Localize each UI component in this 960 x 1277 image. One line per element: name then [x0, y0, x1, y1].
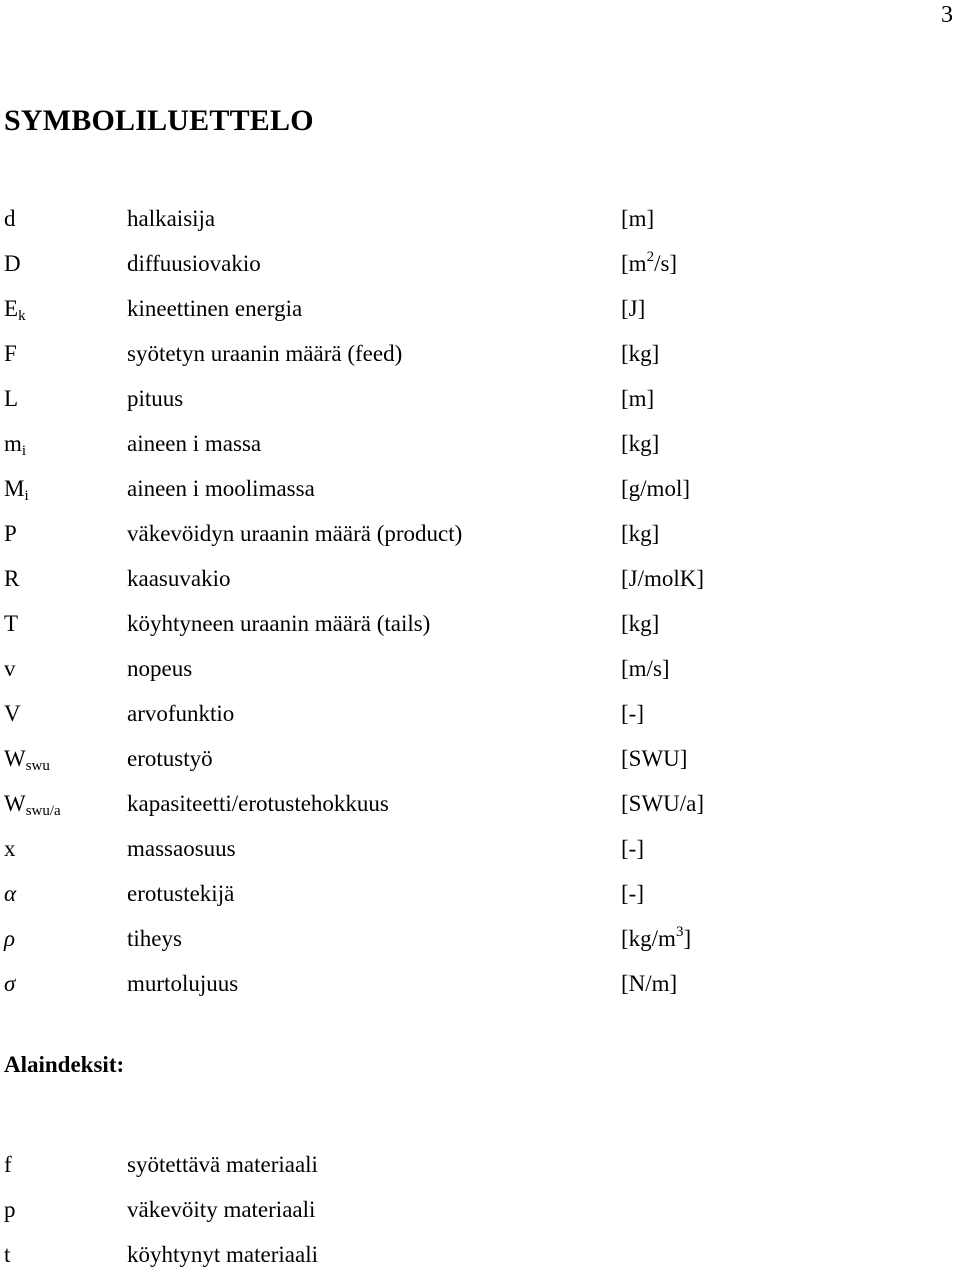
symbol-row: [4, 286, 904, 331]
symbol-unit: [621, 331, 659, 376]
symbol-unit: [621, 376, 654, 421]
symbol-unit: [621, 556, 704, 601]
symbol-description: köyhtyneen uraanin määrä (tails): [127, 611, 431, 636]
symbol-row: [4, 556, 904, 601]
symbol-subscript: i: [24, 488, 29, 504]
unit-text: [-]: [621, 836, 644, 861]
symbol-letter: α: [4, 881, 17, 906]
symbol-description: kineettinen energia: [127, 296, 303, 321]
unit-exponent: 2: [646, 249, 655, 265]
symbol-row: [4, 736, 904, 781]
symbol-description: väkevöidyn uraanin määrä (product): [127, 521, 463, 546]
symbol-row: [4, 421, 904, 466]
symbol-description: nopeus: [127, 656, 193, 681]
symbol-letter: v: [4, 656, 16, 681]
symbol-letter: ρ: [4, 926, 16, 951]
subscript-description: köyhtynyt materiaali: [127, 1242, 318, 1267]
symbol: [4, 601, 18, 646]
unit-text: [-]: [621, 881, 644, 906]
symbol-description: kapasiteetti/erotustehokkuus: [127, 791, 389, 816]
unit-text: [J]: [621, 296, 646, 321]
symbol: [4, 691, 21, 736]
symbol-unit: [621, 781, 704, 826]
symbol-description: halkaisija: [127, 206, 216, 231]
unit-text: [J/molK]: [621, 566, 705, 591]
symbol-row: [4, 781, 904, 826]
subscript-row: [4, 1187, 904, 1232]
symbol-letter: W: [4, 791, 26, 816]
symbol: [4, 241, 21, 286]
unit-text: [SWU]: [621, 746, 688, 771]
symbol-subscript: k: [18, 308, 26, 324]
subscript-symbol: t: [4, 1242, 11, 1267]
symbol: [4, 331, 17, 376]
page-title: SYMBOLILUETTELO: [4, 104, 314, 137]
symbol: [4, 826, 16, 871]
symbol-description: murtolujuus: [127, 971, 239, 996]
symbol-row: [4, 511, 904, 556]
symbol-unit: [621, 736, 687, 781]
symbol-row: [4, 691, 904, 736]
symbol-description: kaasuvakio: [127, 566, 231, 591]
subscript-description: syötettävä materiaali: [127, 1152, 318, 1177]
symbol: [4, 421, 26, 466]
symbol-unit: [621, 466, 690, 511]
symbol-letter: F: [4, 341, 17, 366]
symbol-list: [4, 196, 904, 1006]
symbol-letter: d: [4, 206, 16, 231]
symbol-description: erotustekijä: [127, 881, 235, 906]
symbol: [4, 376, 18, 421]
symbol-letter: E: [4, 296, 19, 321]
unit-text: [-]: [621, 701, 644, 726]
symbol-letter: D: [4, 251, 21, 276]
symbol: [4, 466, 29, 511]
symbol-row: [4, 331, 904, 376]
symbol-row: [4, 826, 904, 871]
symbol-row: [4, 916, 904, 961]
unit-text: [kg]: [621, 611, 660, 636]
symbol-row: [4, 646, 904, 691]
unit-text: [N/m]: [621, 971, 678, 996]
symbol-letter: R: [4, 566, 20, 591]
symbol-unit: [621, 286, 645, 331]
symbol-row: [4, 601, 904, 646]
unit-text: [m/s]: [621, 656, 670, 681]
unit-exponent: 3: [675, 924, 684, 940]
symbol-letter: L: [4, 386, 19, 411]
symbol-unit: [621, 826, 644, 871]
symbol: [4, 646, 16, 691]
symbol-subscript: i: [21, 443, 27, 459]
symbol-row: [4, 466, 904, 511]
symbol-description: arvofunktio: [127, 701, 235, 726]
symbol-description: pituus: [127, 386, 184, 411]
symbol-description: massaosuus: [127, 836, 236, 861]
symbol: [4, 916, 15, 961]
symbol-letter: m: [4, 431, 22, 456]
symbol-unit: [621, 511, 659, 556]
unit-text: [m]: [621, 206, 655, 231]
symbol-unit: [621, 421, 659, 466]
symbol: [4, 961, 15, 1006]
symbol-subscript: swu/a: [25, 803, 61, 819]
symbol-unit: [621, 916, 691, 961]
symbol-letter: W: [4, 746, 26, 771]
subscripts-heading: Alaindeksit:: [4, 1052, 125, 1077]
symbol: [4, 781, 61, 826]
symbol-description: diffuusiovakio: [127, 251, 261, 276]
symbol-description: aineen i massa: [127, 431, 262, 456]
symbol-description: erotustyö: [127, 746, 213, 771]
symbol-unit: [621, 871, 644, 916]
symbol-unit: [621, 646, 670, 691]
symbol-letter: x: [4, 836, 16, 861]
symbol-letter: M: [4, 476, 25, 501]
unit-text: [kg]: [621, 341, 660, 366]
symbol-row: [4, 376, 904, 421]
subscript-list: [4, 1142, 904, 1277]
unit-text: [kg]: [621, 521, 660, 546]
symbol-unit: [621, 961, 677, 1006]
symbol: [4, 556, 19, 601]
symbol: [4, 871, 16, 916]
subscript-description: väkevöity materiaali: [127, 1197, 316, 1222]
symbol-description: aineen i moolimassa: [127, 476, 315, 501]
symbol-subscript: swu: [25, 758, 50, 774]
symbol-unit: [621, 691, 644, 736]
subscript-row: [4, 1232, 904, 1277]
unit-text: [kg]: [621, 431, 660, 456]
page-number: 3: [941, 2, 953, 28]
symbol-row: [4, 961, 904, 1006]
subscript-row: [4, 1142, 904, 1187]
unit-text: [kg/m: [621, 926, 676, 951]
symbol-description: tiheys: [127, 926, 182, 951]
symbol-unit: [621, 241, 677, 286]
symbol-letter: T: [4, 611, 19, 636]
symbol: [4, 196, 16, 241]
unit-text: [g/mol]: [621, 476, 690, 501]
symbol: [4, 511, 17, 556]
symbol-unit: [621, 196, 654, 241]
symbol-row: [4, 871, 904, 916]
symbol-row: [4, 241, 904, 286]
symbol-letter: σ: [4, 971, 16, 996]
unit-text-suffix: /s]: [654, 251, 678, 276]
symbol-row: [4, 196, 904, 241]
subscript-symbol: f: [4, 1152, 12, 1177]
symbol-unit: [621, 601, 659, 646]
symbol: [4, 286, 26, 331]
unit-text: [SWU/a]: [621, 791, 705, 816]
unit-text-suffix: ]: [683, 926, 692, 951]
symbol: [4, 736, 50, 781]
symbol-letter: P: [4, 521, 17, 546]
subscript-symbol: p: [4, 1197, 16, 1222]
unit-text: [m: [621, 251, 647, 276]
unit-text: [m]: [621, 386, 655, 411]
symbol-letter: V: [4, 701, 21, 726]
symbol-description: syötetyn uraanin määrä (feed): [127, 341, 403, 366]
